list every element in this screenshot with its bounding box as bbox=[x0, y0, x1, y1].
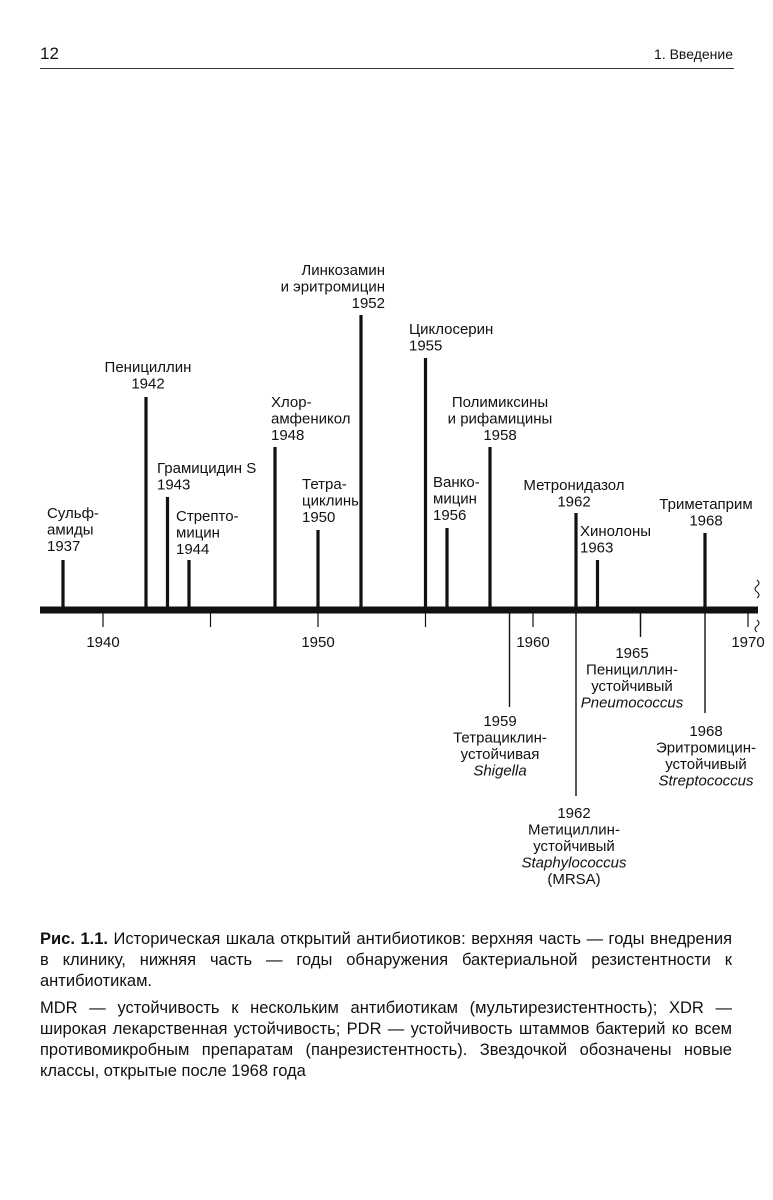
intro-label-1942: 1942 bbox=[131, 375, 165, 393]
intro-label-1944: 1944 bbox=[176, 541, 210, 558]
resistance-label-1965: устойчивый bbox=[591, 678, 673, 695]
page-number: 12 bbox=[40, 44, 59, 63]
intro-label-1958: 1958 bbox=[483, 427, 517, 444]
caption-note: MDR — устойчивость к нескольким антибиотикам (мультирезистентность); XDR — широкая лекарственная устойчивость; PDR — устойчивость штаммов бактерий ко всем противомикробным препаратам (панрезистентность). Звездочкой обозначены новые классы, открытые после 1968 года bbox=[40, 999, 732, 1080]
caption-label: Рис. 1.1. bbox=[40, 930, 108, 948]
axis-tick-label: 1970 bbox=[731, 634, 765, 651]
intro-label-1937: 1937 bbox=[47, 538, 81, 555]
intro-label-1962: 1962 bbox=[557, 493, 591, 511]
resistance-organism-1968: Streptococcus bbox=[658, 772, 754, 790]
intro-label-1948: амфеникол bbox=[271, 410, 351, 428]
caption-text: Историческая шкала открытий антибиотиков: верхняя часть — годы внедрения в клинику, нижняя часть — годы обнаружения бактериальной резистентности к антибиотикам. bbox=[40, 930, 732, 990]
resistance-label-1965: 1965 bbox=[615, 645, 649, 662]
axis-tick-label: 1960 bbox=[516, 634, 550, 651]
intro-label-1950: Тетра- bbox=[302, 476, 347, 493]
resistance-organism-1965: Pneumococcus bbox=[580, 694, 684, 712]
intro-label-1944: мицин bbox=[176, 524, 220, 542]
intro-label-1948: Хлор- bbox=[271, 394, 312, 411]
chapter-title: 1. Введение bbox=[654, 46, 733, 62]
intro-label-1963: 1963 bbox=[580, 539, 614, 557]
intro-label-1968: 1968 bbox=[689, 512, 723, 530]
figure-caption bbox=[40, 929, 732, 1082]
resistance-label-1962: Метициллин- bbox=[528, 821, 620, 839]
resistance-note-1962: (MRSA) bbox=[547, 871, 601, 888]
intro-label-1956: мицин bbox=[433, 490, 477, 508]
intro-label-1952: Линкозамин bbox=[301, 262, 385, 279]
axis-tick-label: 1940 bbox=[86, 634, 120, 651]
resistance-label-1968: 1968 bbox=[689, 723, 723, 740]
resistance-label-1968: Эритромицин- bbox=[656, 739, 756, 757]
intro-label-1937: Сульф- bbox=[47, 505, 99, 522]
resistance-label-1959: 1959 bbox=[483, 713, 517, 730]
resistance-label-1959: Тетрациклин- bbox=[453, 729, 547, 747]
intro-label-1943: 1943 bbox=[157, 476, 191, 494]
intro-label-1950: циклины bbox=[302, 492, 362, 510]
axis-tick-label: 1950 bbox=[301, 634, 335, 651]
intro-label-1944: Стрепто- bbox=[176, 508, 239, 525]
resistance-label-1959: устойчивая bbox=[460, 746, 540, 763]
resistance-label-1968: устойчивый bbox=[665, 756, 747, 773]
resistance-label-1962: 1962 bbox=[557, 805, 591, 822]
caption-main bbox=[40, 929, 732, 992]
intro-label-1950: 1950 bbox=[302, 509, 336, 526]
axis-break-mark bbox=[755, 580, 759, 632]
resistance-label-1965: Пенициллин- bbox=[586, 661, 678, 679]
resistance-label-1962: устойчивый bbox=[533, 838, 615, 855]
intro-label-1956: Ванко- bbox=[433, 474, 480, 491]
intro-label-1952: 1952 bbox=[351, 295, 385, 312]
intro-label-1958: Полимиксины bbox=[451, 394, 549, 411]
intro-label-1958: и рифамицины bbox=[447, 410, 553, 428]
intro-label-1937: амиды bbox=[47, 521, 94, 539]
intro-label-1955: 1955 bbox=[409, 337, 443, 355]
resistance-organism-1962: Staphylococcus bbox=[521, 854, 627, 872]
intro-label-1963: Хинолоны bbox=[580, 523, 652, 540]
resistance-organism-1959: Shigella bbox=[473, 762, 527, 780]
intro-label-1942: Пенициллин bbox=[104, 359, 192, 376]
intro-label-1956: 1956 bbox=[433, 507, 467, 524]
intro-label-1968: Триметаприм bbox=[659, 496, 753, 513]
intro-label-1952: и эритромицин bbox=[280, 278, 385, 296]
intro-label-1948: 1948 bbox=[271, 427, 305, 444]
intro-label-1962: Метронидазол bbox=[523, 477, 625, 494]
intro-label-1943: Грамицидин S bbox=[157, 460, 257, 477]
intro-label-1955: Циклосерин bbox=[409, 321, 494, 338]
